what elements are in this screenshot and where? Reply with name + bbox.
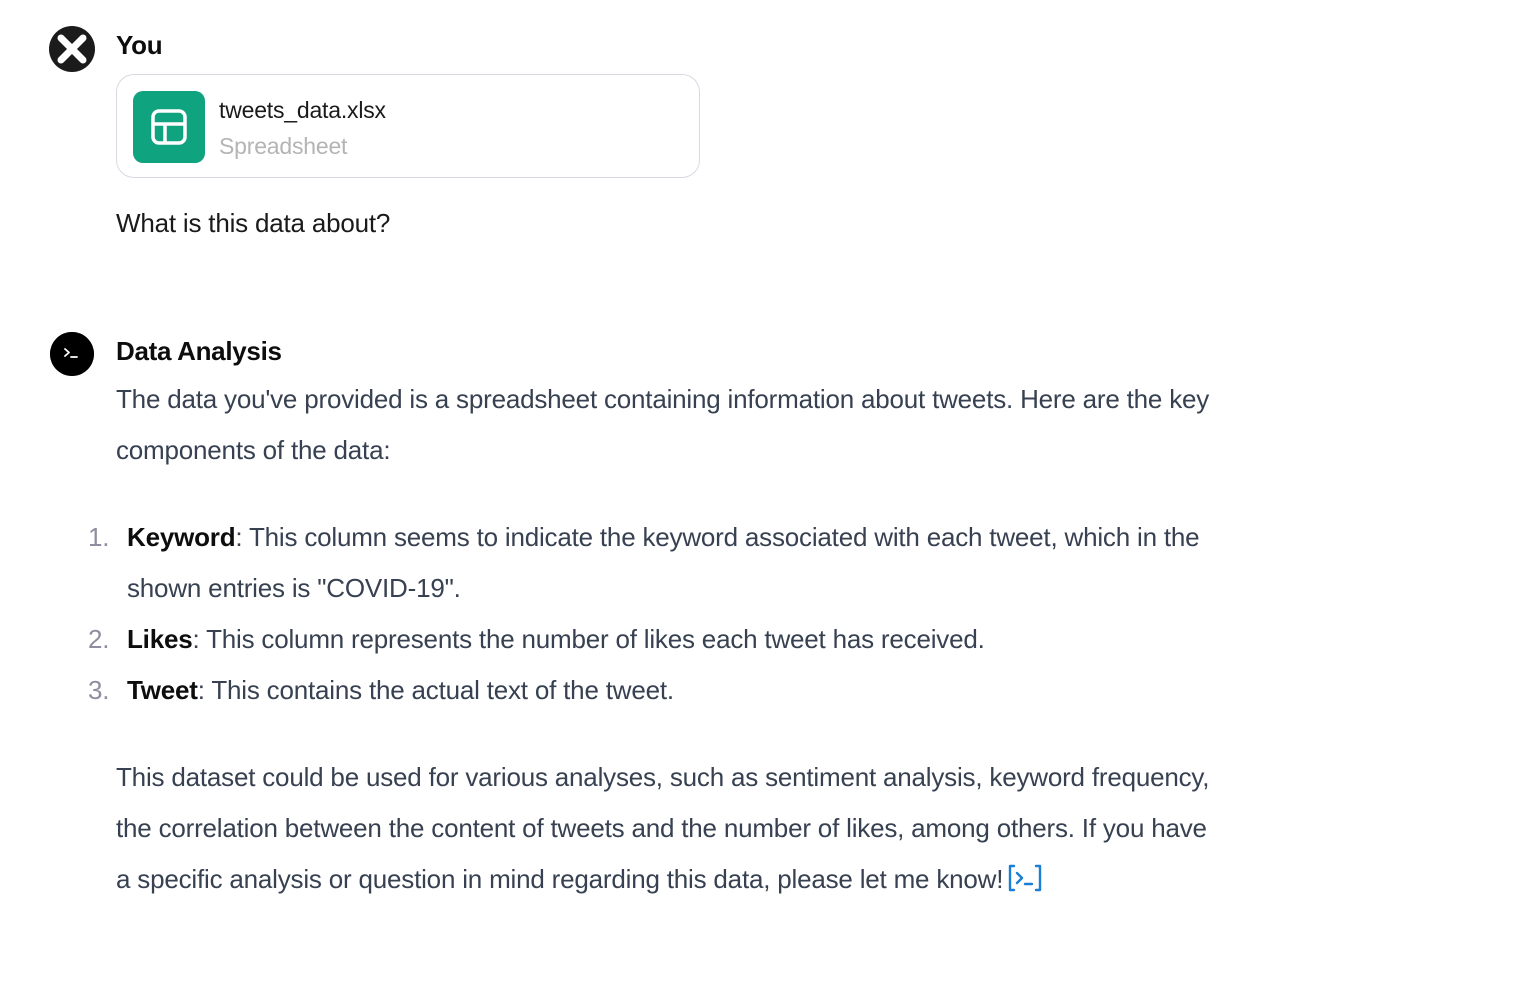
- list-item: [88, 665, 1228, 716]
- list-item-number: 3.: [88, 675, 110, 705]
- list-item-number: 2.: [88, 624, 110, 654]
- file-type-label: Spreadsheet: [219, 133, 348, 159]
- assistant-author-name: Data Analysis: [116, 336, 282, 366]
- list-item-term: Tweet: [127, 675, 198, 705]
- assistant-outro-paragraph: [116, 752, 1226, 909]
- list-item-text: : This column represents the number of likes each tweet has received.: [192, 624, 985, 654]
- x-logo-icon: [49, 26, 95, 72]
- spreadsheet-icon: [133, 91, 205, 163]
- list-item-term: Likes: [127, 624, 193, 654]
- list-item: [88, 512, 1228, 614]
- file-attachment-card[interactable]: [116, 74, 700, 178]
- outro-text: This dataset could be used for various analyses, such as sentiment analysis, keyword frequency, the correlation between the content of tweets and the number of likes, among others. If you have a specific analysis or question in mind regarding this data, please let me know!: [116, 762, 1210, 894]
- terminal-icon: [50, 332, 94, 376]
- list-item-term: Keyword: [127, 522, 236, 552]
- assistant-intro-paragraph: The data you've provided is a spreadsheet containing information about tweets. Here are the key components of the data:: [116, 384, 1210, 465]
- list-item-text: : This contains the actual text of the tweet.: [197, 675, 674, 705]
- user-message-text: What is this data about?: [116, 208, 391, 238]
- file-name: tweets_data.xlsx: [219, 97, 386, 123]
- file-tile: [133, 91, 205, 163]
- user-author-name: You: [116, 30, 163, 60]
- list-item-text: : This column seems to indicate the keyword associated with each tweet, which in the shown entries is "COVID-19".: [127, 522, 1200, 603]
- components-list: [88, 512, 1228, 716]
- list-item-number: 1.: [88, 522, 110, 552]
- user-avatar: [49, 26, 95, 72]
- assistant-avatar: [50, 332, 94, 376]
- code-interpreter-icon[interactable]: [1007, 858, 1043, 909]
- list-item: [88, 614, 1228, 665]
